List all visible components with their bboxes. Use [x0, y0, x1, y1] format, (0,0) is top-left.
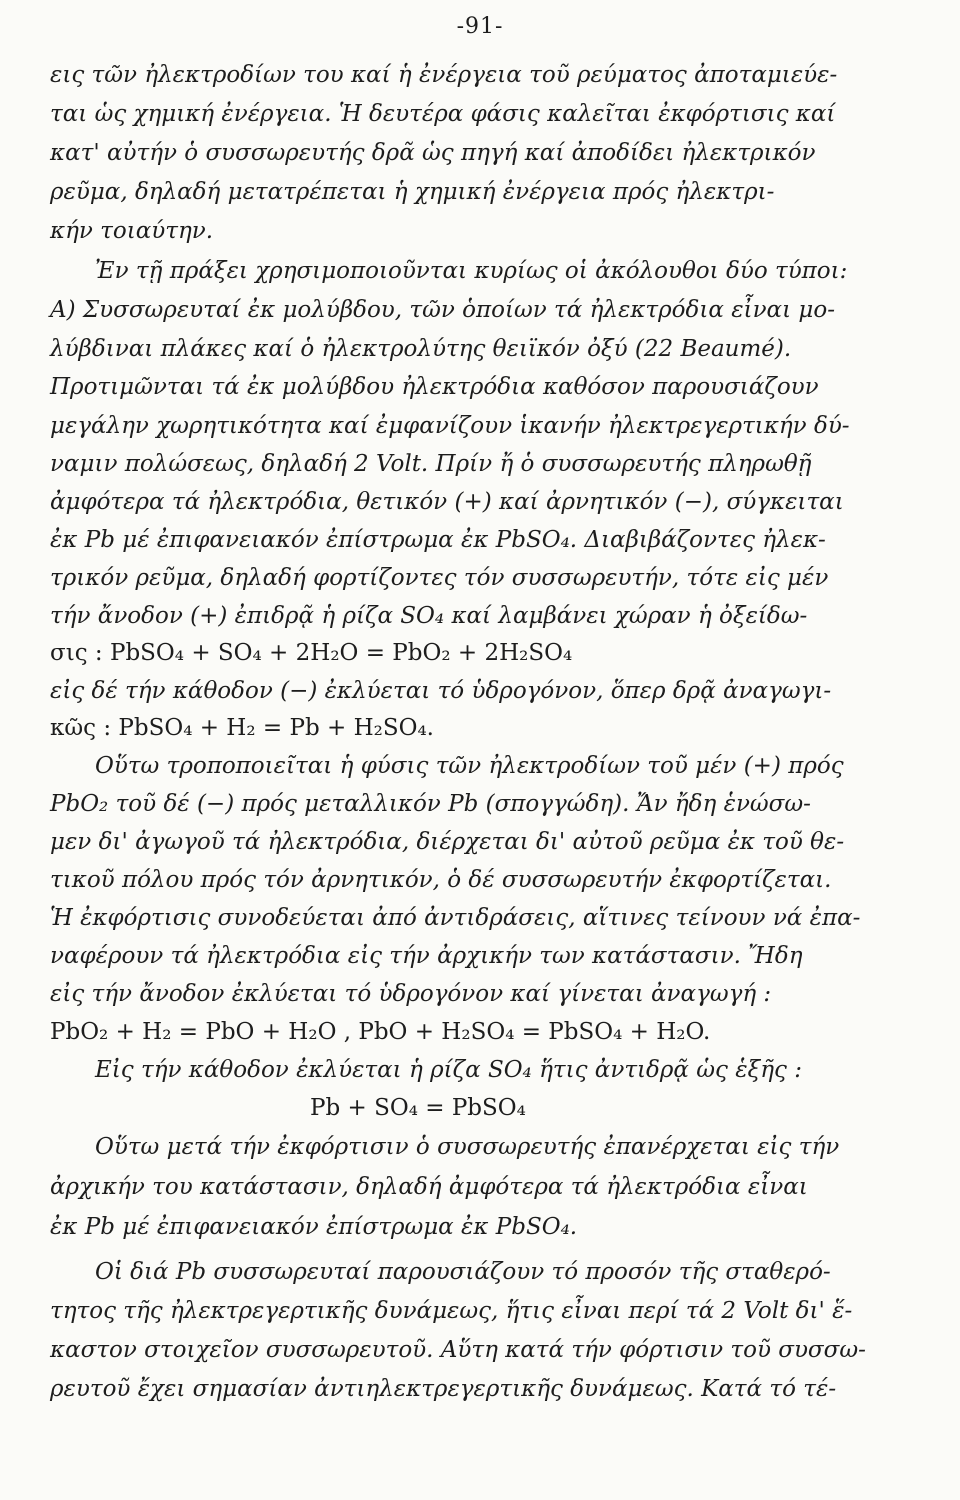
text-line: λύβδιναι πλάκες καί ὁ ἠλεκτρολύτης θειϊκόν ὀξύ (22 Beaumé). — [50, 336, 792, 362]
text-line: εἰς δέ τήν κάθοδον (−) ἐκλύεται τό ὑδρογόνον, ὅπερ δρᾷ ἀναγωγι- — [50, 678, 832, 704]
text-line: τικοῦ πόλου πρός τόν ἀρνητικόν, ὁ δέ συσσωρευτήν ἐκφορτίζεται. — [50, 867, 832, 893]
text-line: PbO₂ τοῦ δέ (−) πρός μεταλλικόν Pb (σπογγώδη). Ἄν ἤδη ἑνώσω- — [50, 791, 811, 817]
text-line: ρευτοῦ ἔχει σημασίαν ἀντιηλεκτρεγερτικῆς δυνάμεως. Κατά τό τέ- — [50, 1376, 837, 1402]
page-number: -91- — [456, 14, 504, 39]
text-line: Προτιμῶνται τά ἐκ μολύβδου ἠλεκτρόδια καθόσον παρουσιάζουν — [50, 374, 819, 400]
equation-line: PbO₂ + H₂ = PbO + H₂O , PbO + H₂SO₄ = PbSO₄ + H₂O. — [50, 1019, 711, 1045]
text-line: Ἡ ἐκφόρτισις συνοδεύεται ἀπό ἀντιδράσεις, αἵτινες τείνουν νά ἐπα- — [50, 905, 861, 931]
text-line: ἐκ Pb μέ ἐπιφανειακόν ἐπίστρωμα ἐκ PbSO₄. Διαβιβάζοντες ἠλεκ- — [50, 527, 826, 553]
equation-line: Pb + SO₄ = PbSO₄ — [310, 1095, 526, 1121]
text-line: Οἱ διά Pb συσσωρευταί παρουσιάζουν τό προσόν τῆς σταθερό- — [95, 1259, 831, 1285]
text-line: ται ὡς χημική ἐνέργεια. Ἡ δευτέρα φάσις καλεῖται ἐκφόρτισις καί — [50, 101, 836, 127]
text-line: Εἰς τήν κάθοδον ἐκλύεται ἡ ρίζα SO₄ ἥτις ἀντιδρᾷ ὡς ἑξῆς : — [95, 1057, 802, 1083]
text-line: Ἐν τῇ πράξει χρησιμοποιοῦνται κυρίως οἱ ἀκόλουθοι δύο τύποι: — [95, 258, 848, 284]
text-line: ἐκ Pb μέ ἐπιφανειακόν ἐπίστρωμα ἐκ PbSO₄. — [50, 1214, 578, 1240]
text-line: εἰς τήν ἄνοδον ἐκλύεται τό ὑδρογόνον καί γίνεται ἀναγωγή : — [50, 981, 772, 1007]
text-line: εις τῶν ἠλεκτροδίων του καί ἡ ἐνέργεια τοῦ ρεύματος ἀποταμιεύε- — [50, 62, 838, 88]
text-line: Οὕτω τροποποιεῖται ἡ φύσις τῶν ἠλεκτροδίων τοῦ μέν (+) πρός — [95, 753, 844, 779]
text-line: ἀμφότερα τά ἠλεκτρόδια, θετικόν (+) καί ἀρνητικόν (−), σύγκειται — [50, 489, 844, 515]
text-line: ναφέρουν τά ἠλεκτρόδια εἰς τήν ἀρχικήν των κατάστασιν. Ἤδη — [50, 943, 803, 969]
text-line: τήν ἄνοδον (+) ἐπιδρᾷ ἡ ρίζα SO₄ καί λαμβάνει χώραν ἡ ὀξείδω- — [50, 603, 808, 629]
text-line: καστον στοιχεῖον συσσωρευτοῦ. Αὕτη κατά τήν φόρτισιν τοῦ συσσω- — [50, 1337, 866, 1363]
text-line: μεν δι' ἀγωγοῦ τά ἠλεκτρόδια, διέρχεται δι' αὐτοῦ ρεῦμα ἐκ τοῦ θε- — [50, 829, 845, 855]
text-line: A) Συσσωρευταί ἐκ μολύβδου, τῶν ὁποίων τά ἠλεκτρόδια εἶναι μο- — [50, 297, 835, 323]
equation-line: σις : PbSO₄ + SO₄ + 2H₂O = PbO₂ + 2H₂SO₄ — [50, 640, 573, 666]
text-line: Οὕτω μετά τήν ἐκφόρτισιν ὁ συσσωρευτής ἐπανέρχεται εἰς τήν — [95, 1134, 840, 1160]
text-line: τητος τῆς ἠλεκτρεγερτικῆς δυνάμεως, ἥτις εἶναι περί τά 2 Volt δι' ἕ- — [50, 1298, 853, 1324]
text-line: ἀρχικήν του κατάστασιν, δηλαδή ἀμφότερα τά ἠλεκτρόδια εἶναι — [50, 1174, 808, 1200]
equation-line: κῶς : PbSO₄ + H₂ = Pb + H₂SO₄. — [50, 715, 434, 741]
text-line: μεγάλην χωρητικότητα καί ἐμφανίζουν ἱκανήν ἠλεκτρεγερτικήν δύ- — [50, 413, 850, 439]
text-line: κατ' αὐτήν ὁ συσσωρευτής δρᾶ ὡς πηγή καί ἀποδίδει ἠλεκτρικόν — [50, 140, 816, 166]
text-line: ναμιν πολώσεως, δηλαδή 2 Volt. Πρίν ἤ ὁ συσσωρευτής πληρωθῇ — [50, 451, 812, 477]
text-line: ρεῦμα, δηλαδή μετατρέπεται ἡ χημική ἐνέργεια πρός ἠλεκτρι- — [50, 179, 775, 205]
text-line: κήν τοιαύτην. — [50, 218, 214, 244]
text-line: τρικόν ρεῦμα, δηλαδή φορτίζοντες τόν συσσωρευτήν, τότε εἰς μέν — [50, 565, 829, 591]
